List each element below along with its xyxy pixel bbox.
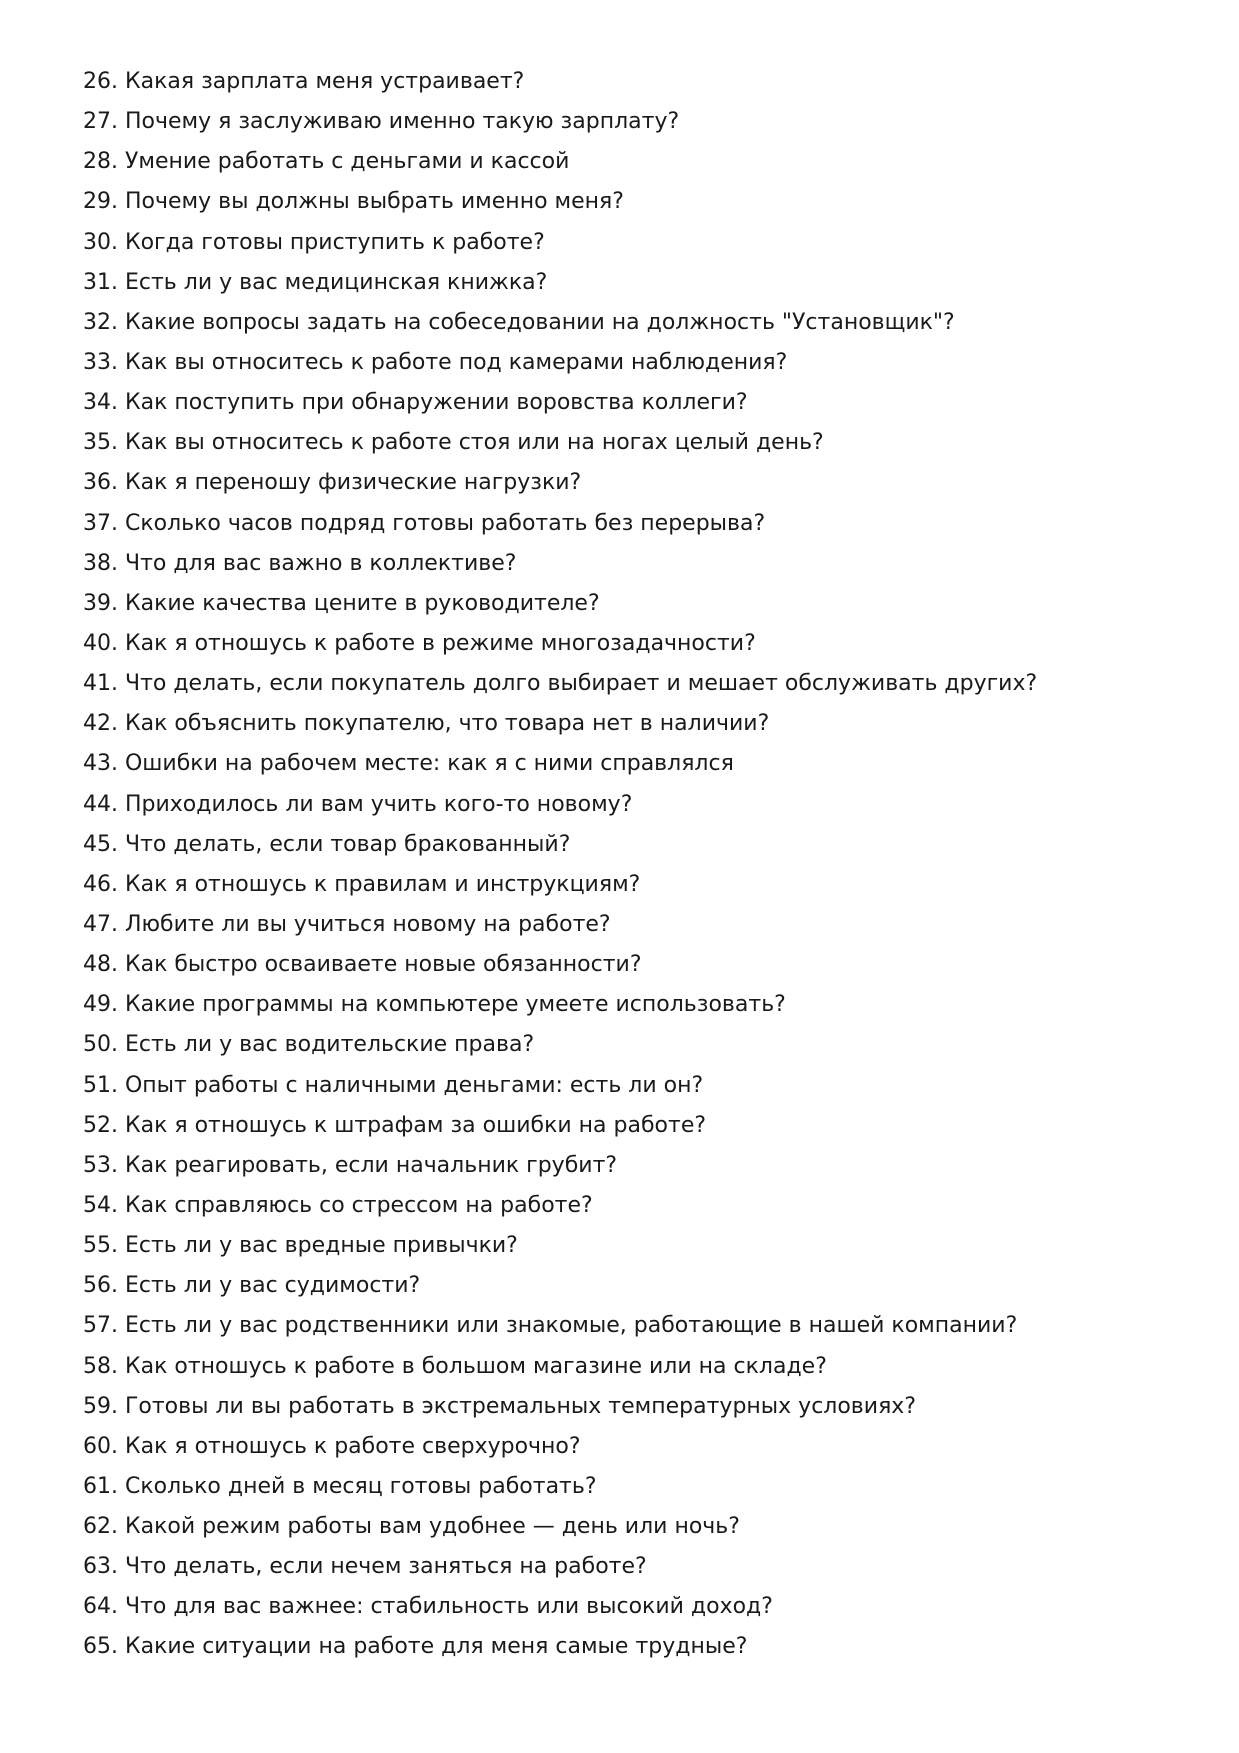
question-item: 55. Есть ли у вас вредные привычки? — [83, 1233, 518, 1259]
question-item: 62. Какой режим работы вам удобнее — день или ночь? — [83, 1514, 740, 1540]
question-item: 34. Как поступить при обнаружении воровства коллеги? — [83, 390, 748, 416]
question-item: 40. Как я отношусь к работе в режиме многозадачности? — [83, 630, 756, 656]
question-item: 57. Есть ли у вас родственники или знакомые, работающие в нашей компании? — [83, 1313, 1018, 1339]
question-item: 27. Почему я заслуживаю именно такую зарплату? — [83, 109, 680, 135]
question-item: 50. Есть ли у вас водительские права? — [83, 1032, 535, 1058]
question-item: 63. Что делать, если нечем заняться на работе? — [83, 1554, 647, 1580]
question-item: 44. Приходилось ли вам учить кого-то новому? — [83, 791, 633, 817]
question-item: 39. Какие качества цените в руководителе? — [83, 590, 600, 616]
question-item: 30. Когда готовы приступить к работе? — [83, 229, 545, 255]
question-item: 33. Как вы относитесь к работе под камерами наблюдения? — [83, 349, 788, 375]
question-item: 41. Что делать, если покупатель долго выбирает и мешает обслуживать других? — [83, 671, 1038, 697]
question-item: 38. Что для вас важно в коллективе? — [83, 550, 517, 576]
question-item: 65. Какие ситуации на работе для меня самые трудные? — [83, 1634, 748, 1660]
question-item: 45. Что делать, если товар бракованный? — [83, 831, 571, 857]
question-item: 28. Умение работать с деньгами и кассой — [83, 149, 570, 175]
question-item: 56. Есть ли у вас судимости? — [83, 1273, 421, 1299]
question-item: 42. Как объяснить покупателю, что товара нет в наличии? — [83, 711, 770, 737]
question-item: 36. Как я переношу физические нагрузки? — [83, 470, 582, 496]
question-item: 58. Как отношусь к работе в большом магазине или на складе? — [83, 1353, 827, 1379]
question-item: 47. Любите ли вы учиться новому на работе? — [83, 911, 611, 937]
question-item: 51. Опыт работы с наличными деньгами: есть ли он? — [83, 1072, 704, 1098]
question-item: 35. Как вы относитесь к работе стоя или на ногах целый день? — [83, 430, 824, 456]
question-item: 32. Какие вопросы задать на собеседовании на должность "Установщик"? — [83, 309, 955, 335]
question-item: 54. Как справляюсь со стрессом на работе? — [83, 1192, 593, 1218]
question-item: 60. Как я отношусь к работе сверхурочно? — [83, 1433, 581, 1459]
question-item: 52. Как я отношусь к штрафам за ошибки на работе? — [83, 1112, 707, 1138]
question-item: 31. Есть ли у вас медицинская книжка? — [83, 269, 548, 295]
question-list — [83, 62, 1183, 1668]
question-item: 61. Сколько дней в месяц готовы работать? — [83, 1473, 597, 1499]
question-item: 64. Что для вас важнее: стабильность или высокий доход? — [83, 1594, 773, 1620]
question-item: 53. Как реагировать, если начальник грубит? — [83, 1152, 618, 1178]
question-item: 43. Ошибки на рабочем месте: как я с ними справлялся — [83, 751, 734, 777]
question-item: 49. Какие программы на компьютере умеете использовать? — [83, 992, 786, 1018]
question-item: 59. Готовы ли вы работать в экстремальных температурных условиях? — [83, 1393, 917, 1419]
question-item: 46. Как я отношусь к правилам и инструкциям? — [83, 871, 641, 897]
question-item: 48. Как быстро осваиваете новые обязанности? — [83, 952, 642, 978]
question-item: 29. Почему вы должны выбрать именно меня? — [83, 189, 624, 215]
question-item: 37. Сколько часов подряд готовы работать без перерыва? — [83, 510, 766, 536]
question-item: 26. Какая зарплата меня устраивает? — [83, 69, 525, 94]
